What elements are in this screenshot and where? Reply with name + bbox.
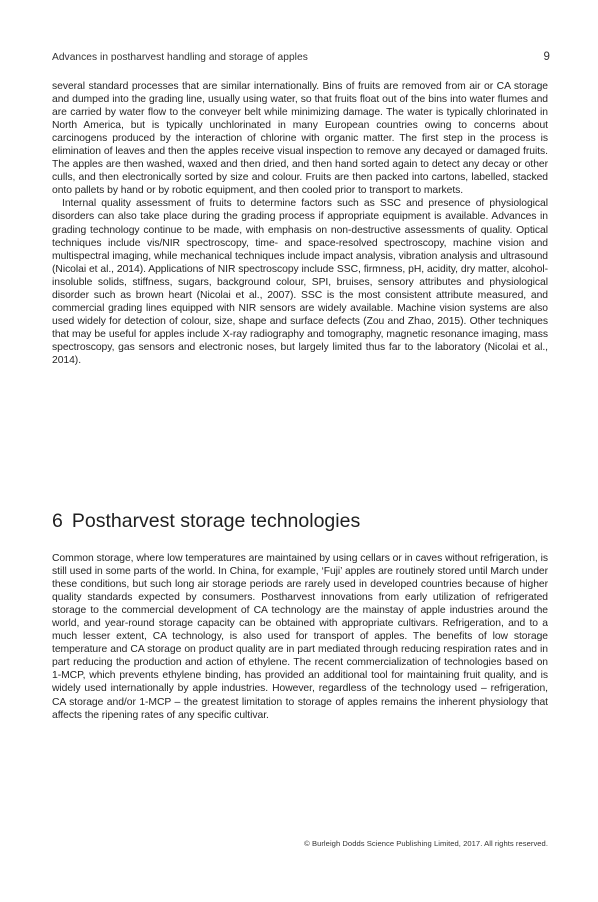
running-title: Advances in postharvest handling and storage of apples [52,52,308,63]
paragraph-storage-technologies: Common storage, where low temperatures are maintained by using cellars or in caves without refrigeration, is still used in some parts of the world. In China, for example, ‘Fuji’ apples are routinely stored until March under these conditions, but such long air storage periods are rarely used in developed countries because of higher quality standards expected by consumers. Postharvest innovations from early utilization of refrigerated storage to the commercial development of CA technology are the mainstay of apple industries around the world, and year-round storage capacity can be obtained with appropriate cultivars. Refrigeration, and to a much lesser extent, CA technology, is also used for transport of apples. The benefits of low storage temperature and CA storage on product quality are in part mediated through reducing respiration rates and in part reducing the production and action of ethylene. The recent commercialization of technologies based on 1-MCP, which prevents ethylene binding, has provided an additional tool for maintaining fruit quality, and is widely used internationally by apple industries. However, regardless of the technology used – refrigeration, CA storage and/or 1-MCP – the greatest limitation to storage of apples remains the inherent physiology that affects the ripening rates of any specific cultivar. [52,553,548,721]
body-text-block-storage [52,552,548,722]
section-number: 6 [52,510,63,532]
section-title: Postharvest storage technologies [71,510,361,532]
paragraph-quality-assessment: Internal quality assessment of fruits to determine factors such as SSC and presence of physiological disorders can also take place during the grading process if appropriate equipment is available. Advances in grading technology continue to be made, with emphasis on non-destructive assessments of quality. Optical techniques include vis/NIR spectroscopy, time- and space-resolved spectroscopy, machine vision and multispectral imaging, while mechanical techniques include impact analysis, vibration analysis and ultrasound (Nicolai et al., 2014). Applications of NIR spectroscopy include SSC, firmness, pH, acidity, dry matter, alcohol-insoluble solids, stiffness, sugars, background colour, SPI, bruises, sensory attributes and physiological disorder such as brown heart (Nicolai et al., 2007). SSC is the most consistent attribute measured, and commercial grading lines equipped with NIR sensors are widely available. Machine vision systems are also used widely for detection of colour, size, shape and surface defects (Zou and Zhao, 2015). Other techniques that may be useful for apples include X-ray radiography and tomography, magnetic resonance imaging, mass spectroscopy, gas sensors and electronic noses, but largely limited thus far to the laboratory (Nicolai et al., 2014). [52,198,548,366]
page-number: 9 [543,51,550,63]
copyright-footer: © Burleigh Dodds Science Publishing Limited, 2017. All rights reserved. [304,839,548,848]
section-heading [52,510,360,533]
running-header [52,52,550,68]
body-text-block [52,80,548,367]
paragraph-grading-process: several standard processes that are similar internationally. Bins of fruits are removed from air or CA storage and dumped into the grading line, usually using water, so that fruits float out of the bins into water flumes and are carried by water flow to the conveyer belt while minimizing damage. The water is typically chlorinated in North America, but is typically unchlorinated in many European countries owing to concerns about carcinogens produced by the interaction of chlorine with organic matter. The first step in the process is elimination of leaves and then the apples receive visual inspection to remove any decayed or damaged fruits. The apples are then washed, waxed and then dried, and then hand sorted again to detect any decay or other culls, and then electronically sorted by size and colour. Fruits are then packed into cartons, labelled, stacked onto pallets by hand or by robotic equipment, and then cooled prior to transport to markets. [52,81,548,197]
